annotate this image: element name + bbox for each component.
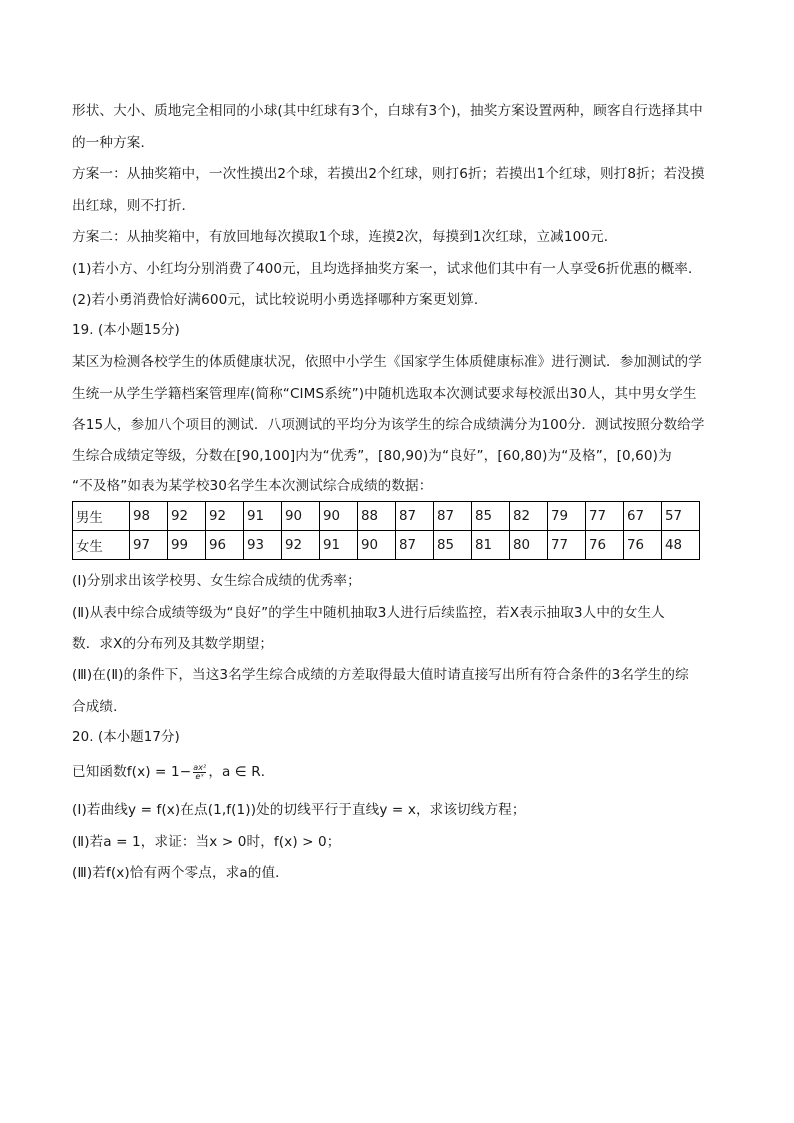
q18-text-line: 形状、大小、质地完全相同的小球(其中红球有3个，白球有3个)，抽奖方案设置两种，顾客自行选择其中 xyxy=(72,103,703,119)
score-cell: 85 xyxy=(472,502,510,531)
q19-part-i: (I)分别求出该学校男、女生综合成绩的优秀率； xyxy=(72,573,361,589)
q19-paragraph-line: 生统一从学生学籍档案管理库(简称“CIMS系统”)中随机选取本次测试要求每校派出30人，其中男女学生 xyxy=(72,386,697,402)
score-cell: 79 xyxy=(548,502,586,531)
score-cell: 76 xyxy=(586,531,624,560)
q20-given-prefix: 已知函数f(x) = 1− xyxy=(72,764,192,780)
score-cell: 76 xyxy=(624,531,662,560)
score-cell: 82 xyxy=(510,502,548,531)
score-cell: 87 xyxy=(396,531,434,560)
row-label: 男生 xyxy=(73,502,130,531)
score-cell: 90 xyxy=(282,502,320,531)
scores-table xyxy=(72,501,700,560)
score-cell: 96 xyxy=(206,531,244,560)
q19-heading: 19. (本小题15分) xyxy=(72,323,180,338)
score-cell: 81 xyxy=(472,531,510,560)
table-row xyxy=(73,502,700,531)
q19-part-ii: (Ⅱ)从表中综合成绩等级为“良好”的学生中随机抽取3人进行后续监控，若X表示抽取3人中的女生人 xyxy=(72,605,665,621)
q18-scheme1-line: 出红球，则不打折． xyxy=(72,198,196,214)
score-cell: 91 xyxy=(244,502,282,531)
q20-part-i: (Ⅰ)若曲线y = f(x)在点(1,f(1))处的切线平行于直线y = x，求该切线方程； xyxy=(72,802,526,818)
fraction-numerator: ax² xyxy=(193,762,207,772)
score-cell: 87 xyxy=(396,502,434,531)
score-cell: 98 xyxy=(130,502,168,531)
q20-given xyxy=(72,762,722,782)
score-cell: 88 xyxy=(358,502,396,531)
q20-given-suffix: ，a ∈ R． xyxy=(208,764,275,780)
score-cell: 92 xyxy=(168,502,206,531)
q18-part2: (2)若小勇消费恰好满600元，试比较说明小勇选择哪种方案更划算． xyxy=(72,292,488,308)
score-cell: 97 xyxy=(130,531,168,560)
q19-paragraph-line: “不及格”如表为某学校30名学生本次测试综合成绩的数据： xyxy=(72,478,433,494)
score-cell: 90 xyxy=(320,502,358,531)
q18-text-line: 的一种方案． xyxy=(72,135,155,151)
score-cell: 92 xyxy=(282,531,320,560)
score-cell: 90 xyxy=(358,531,396,560)
q20-part-iii: (Ⅲ)若f(x)恰有两个零点，求a的值． xyxy=(72,865,289,881)
score-cell: 80 xyxy=(510,531,548,560)
score-cell: 92 xyxy=(206,502,244,531)
q19-part-iii-cont: 合成绩． xyxy=(72,699,127,715)
q18-scheme1-line: 方案一：从抽奖箱中，一次性摸出2个球，若摸出2个红球，则打6折；若摸出1个红球，则打8折；若没摸 xyxy=(72,166,705,182)
score-cell: 77 xyxy=(548,531,586,560)
score-cell: 77 xyxy=(586,502,624,531)
table-row xyxy=(73,531,700,560)
q18-scheme2-line: 方案二：从抽奖箱中，有放回地每次摸取1个球，连摸2次，每摸到1次红球，立减100元． xyxy=(72,229,618,245)
score-cell: 67 xyxy=(624,502,662,531)
q19-paragraph-line: 生综合成绩定等级，分数在[90,100]内为“优秀”，[80,90)为“良好”，[60,80)为“及格”，[0,60)为 xyxy=(72,448,672,464)
score-cell: 57 xyxy=(662,502,700,531)
score-cell: 93 xyxy=(244,531,282,560)
fraction xyxy=(193,764,206,781)
row-label: 女生 xyxy=(73,531,130,560)
q20-heading: 20. (本小题17分) xyxy=(72,730,180,745)
q19-paragraph-line: 各15人，参加八个项目的测试．八项测试的平均分为该学生的综合成绩满分为100分．测试按照分数给学 xyxy=(72,417,705,433)
q19-part-iii: (Ⅲ)在(Ⅱ)的条件下，当这3名学生综合成绩的方差取得最大值时请直接写出所有符合条件的3名学生的综 xyxy=(72,667,689,683)
q19-paragraph-line: 某区为检测各校学生的体质健康状况，依照中小学生《国家学生体质健康标准》进行测试．参加测试的学 xyxy=(72,354,702,370)
score-cell: 85 xyxy=(434,531,472,560)
q18-part1: (1)若小方、小红均分别消费了400元，且均选择抽奖方案一，试求他们其中有一人享受6折优惠的概率． xyxy=(72,261,702,277)
score-cell: 48 xyxy=(662,531,700,560)
q19-part-ii-cont: 数．求X的分布列及其数学期望； xyxy=(72,636,274,652)
score-cell: 99 xyxy=(168,531,206,560)
fraction-denominator: eˣ xyxy=(193,772,206,781)
score-cell: 91 xyxy=(320,531,358,560)
q20-part-ii: (Ⅱ)若a = 1，求证：当x > 0时，f(x) > 0； xyxy=(72,834,341,850)
score-cell: 87 xyxy=(434,502,472,531)
